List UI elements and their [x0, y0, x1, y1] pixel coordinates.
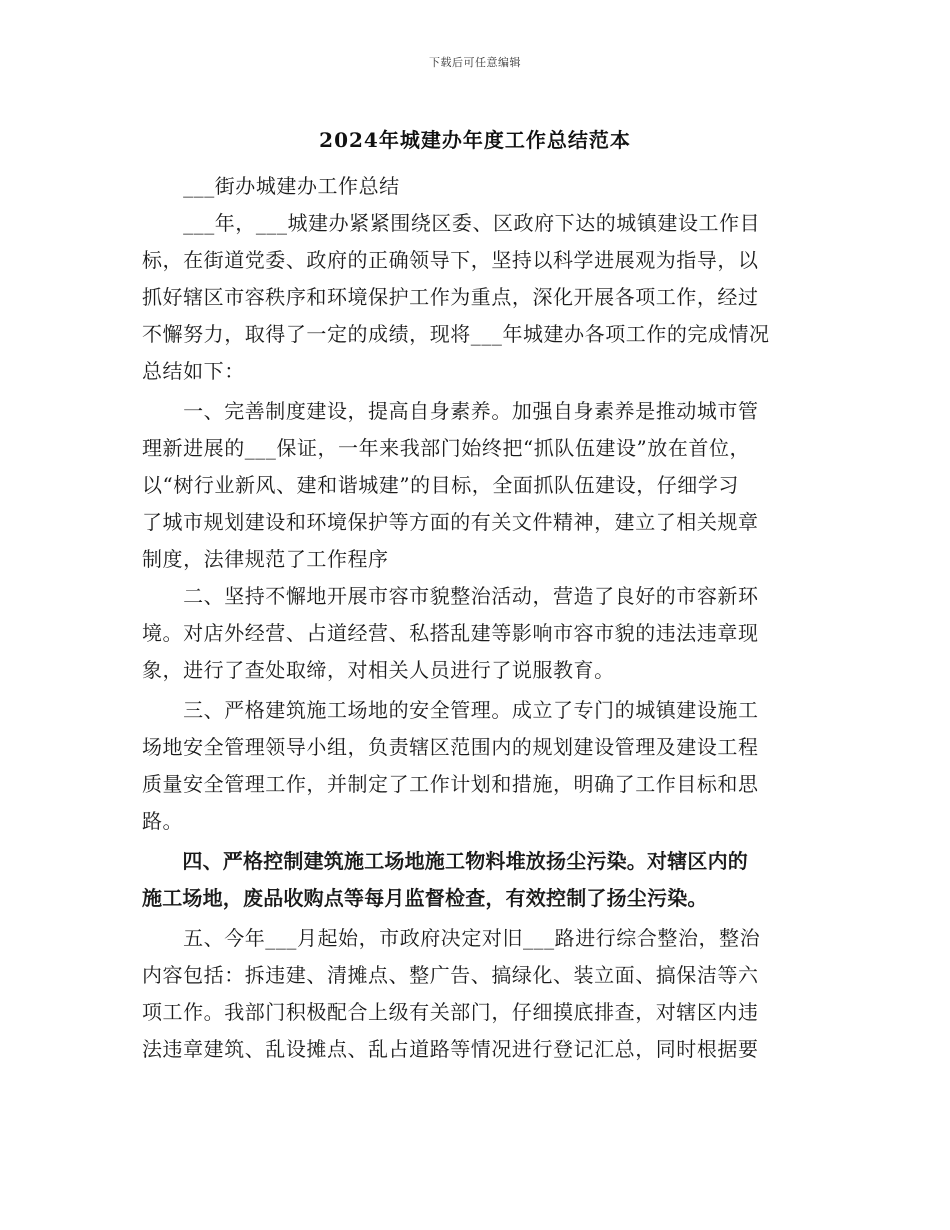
paragraph-line: 路。	[142, 809, 184, 833]
paragraph-line: 法违章建筑、乱设摊点、乱占道路等情况进行登记汇总，同时根据要	[142, 1037, 759, 1061]
paragraph-line: 制度，法律规范了工作程序	[142, 547, 389, 571]
paragraph-line: 五、今年___月起始，市政府决定对旧___路进行综合整治，整治	[142, 926, 761, 950]
paragraph-line: 象，进行了查处取缔，对相关人员进行了说服教育。	[142, 658, 615, 682]
paragraph-line: 一、完善制度建设，提高自身素养。加强自身素养是推动城市管	[142, 399, 759, 423]
bold-paragraph-line: 施工场地，废品收购点等每月监督检查，有效控制了扬尘污染。	[142, 886, 708, 910]
paragraph-line: 内容包括：拆违建、清摊点、整广告、搞绿化、装立面、搞保洁等六	[142, 963, 759, 987]
paragraph-line: 质量安全管理工作，并制定了工作计划和措施，明确了工作目标和思	[142, 772, 759, 796]
paragraph-line: 三、严格建筑施工场地的安全管理。成立了专门的城镇建设施工	[142, 698, 759, 722]
paragraph-line: 二、坚持不懈地开展市容市貌整治活动，营造了良好的市容新环	[142, 584, 759, 608]
paragraph-line: 总结如下：	[142, 359, 245, 383]
paragraph-line: 标，在街道党委、政府的正确领导下，坚持以科学进展观为指导，以	[142, 248, 759, 272]
paragraph-line: 以“树行业新风、建和谐城建”的目标，全面抓队伍建设，仔细学习	[142, 473, 739, 497]
paragraph-line: 抓好辖区市容秩序和环境保护工作为重点，深化开展各项工作，经过	[142, 285, 759, 309]
paragraph-line: 理新进展的___保证，一年来我部门始终把“抓队伍建设”放在首位，	[142, 436, 751, 460]
paragraph-line: 了城市规划建设和环境保护等方面的有关文件精神，建立了相关规章	[142, 510, 759, 534]
paragraph-line: 不懈努力，取得了一定的成绩，现将___年城建办各项工作的完成情况	[142, 322, 770, 346]
paragraph-line: 境。对店外经营、占道经营、私搭乱建等影响市容市貌的违法违章现	[142, 621, 759, 645]
paragraph-heading-line: ___街办城建办工作总结	[142, 174, 400, 198]
document-body	[142, 170, 814, 1065]
bold-paragraph-line: 四、严格控制建筑施工场地施工物料堆放扬尘污染。对辖区内的	[142, 849, 748, 873]
document-title: 2024年城建办年度工作总结范本	[319, 128, 631, 152]
paragraph-line: ___年，___城建办紧紧围绕区委、区政府下达的城镇建设工作目	[142, 211, 761, 235]
paragraph-line: 场地安全管理领导小组，负责辖区范围内的规划建设管理及建设工程	[142, 735, 759, 759]
page-header-note: 下载后可任意编辑	[429, 56, 521, 69]
paragraph-line: 项工作。我部门积极配合上级有关部门，仔细摸底排查，对辖区内违	[142, 1000, 759, 1024]
